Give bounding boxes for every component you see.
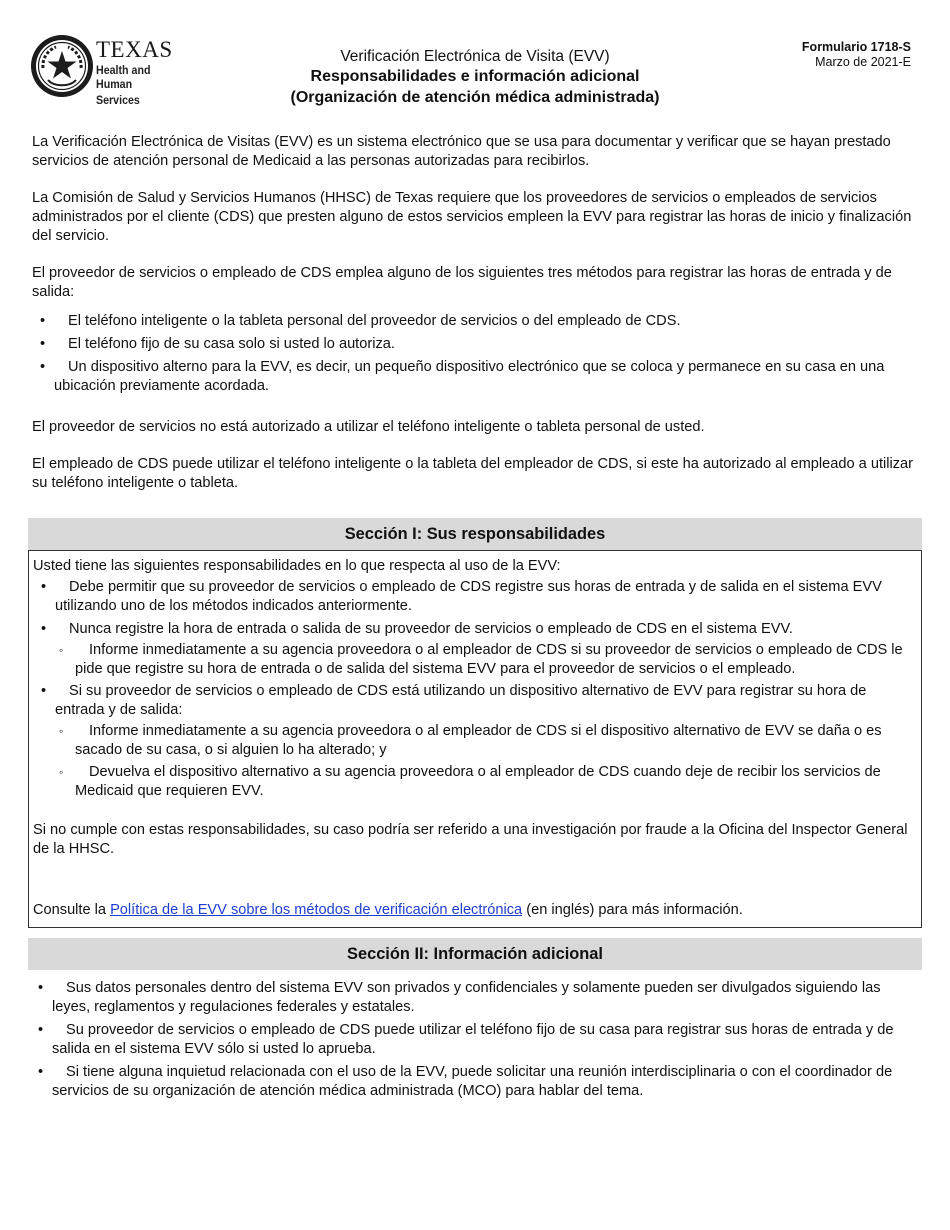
intro-section bbox=[32, 133, 920, 511]
sublist bbox=[33, 641, 918, 679]
list-item: • Si su proveedor de servicios o empleado de CDS está utilizando un dispositivo alternativo de EVV para registrar su hora de entrada y de salida: bbox=[33, 682, 918, 720]
intro-paragraph-3: El proveedor de servicios o empleado de CDS emplea alguno de los siguientes tres métodos para registrar las horas de entrada y de salida: bbox=[32, 265, 892, 300]
intro-paragraph-1: La Verificación Electrónica de Visitas (EVV) es un sistema electrónico que se usa para documentar y verificar que se hayan prestado servicios de atención personal de Medicaid a las personas autorizadas para recibirlos. bbox=[32, 134, 891, 169]
methods-list bbox=[32, 312, 920, 396]
logo-subtitle-line1: Health and Human bbox=[96, 63, 151, 91]
intro-paragraph-2: La Comisión de Salud y Servicios Humanos (HHSC) de Texas requiere que los proveedores de servicios o empleados de servicios administrados por el cliente (CDS) que presten alguno de estos servicios empleen la EVV para registrar las horas de inicio y finalización del servicio. bbox=[32, 190, 912, 244]
sublist-item: ◦ Devuelva el dispositivo alternativo a su agencia proveedora o al empleador de CDS cuando deje de recibir los servicios de Medicaid que requieren EVV. bbox=[33, 763, 918, 801]
responsibilities-list bbox=[33, 578, 918, 639]
responsibilities-list-cont bbox=[33, 682, 918, 720]
list-item: • Su proveedor de servicios o empleado de CDS puede utilizar el teléfono fijo de su casa para registrar sus horas de entrada y de salida en el sistema EVV sólo si usted lo aprueba. bbox=[30, 1021, 922, 1059]
section-1-box bbox=[28, 550, 922, 928]
form-date: Marzo de 2021-E bbox=[815, 55, 911, 69]
section-1-lead: Usted tiene las siguientes responsabilidades en lo que respecta al uso de la EVV: bbox=[33, 558, 561, 574]
logo-title: TEXAS bbox=[96, 37, 173, 62]
list-item: • Debe permitir que su proveedor de servicios o empleado de CDS registre sus horas de entrada y de salida en el sistema EVV utilizando uno de los métodos indicados anteriormente. bbox=[33, 578, 918, 616]
sublist-item: ◦ Informe inmediatamente a su agencia proveedora o al empleador de CDS si el dispositivo alternativo de EVV se daña o es sacado de su casa, o si alguien lo ha alterado; y bbox=[33, 722, 918, 760]
logo-wordmark bbox=[96, 38, 200, 107]
form-number: Formulario 1718-S bbox=[801, 40, 911, 54]
sublist-item: ◦ Informe inmediatamente a su agencia proveedora o al empleador de CDS si su proveedor de servicios o empleado de CDS le pide que registre su hora de entrada o de salida del sistema EVV para el proveedor de servicios o el empleado. bbox=[33, 641, 918, 679]
intro-paragraph-5: El empleado de CDS puede utilizar el teléfono inteligente o la tableta del empleador de CDS, si este ha autorizado al empleado a utilizar su teléfono inteligente o tableta. bbox=[32, 456, 914, 491]
section-1-heading: Sección I: Sus responsabilidades bbox=[28, 518, 922, 550]
list-item: • El teléfono inteligente o la tableta personal del proveedor de servicios o del empleado de CDS. bbox=[32, 312, 920, 331]
texas-hhs-logo bbox=[30, 34, 200, 107]
consult-suffix: (en inglés) para más información. bbox=[526, 902, 743, 918]
sublist bbox=[33, 722, 918, 801]
intro-paragraph-4: El proveedor de servicios no está autorizado a utilizar el teléfono inteligente o tableta personal de usted. bbox=[32, 419, 705, 435]
consult-line bbox=[33, 901, 743, 920]
document-title-line2: Responsabilidades e información adicional bbox=[310, 68, 640, 85]
list-item bbox=[33, 620, 918, 639]
document-title-line3: (Organización de atención médica administrada) bbox=[290, 89, 660, 106]
form-identifier bbox=[802, 40, 911, 70]
list-item: • Si tiene alguna inquietud relacionada con el uso de la EVV, puede solicitar una reunión interdisciplinaria o con el coordinador de servicios de su organización de atención médica administrada (MCO) para hablar del tema. bbox=[30, 1063, 922, 1101]
texas-seal-icon bbox=[30, 34, 94, 98]
section-1-content bbox=[33, 557, 918, 918]
logo-subtitle-line2: Services bbox=[96, 93, 140, 107]
section-2-content bbox=[30, 979, 922, 1119]
consult-prefix: Consulte la bbox=[33, 902, 107, 918]
fraud-warning: Si no cumple con estas responsabilidades, su caso podría ser referido a una investigación por fraude a la Oficina del Inspector General de la HHSC. bbox=[33, 822, 908, 857]
additional-info-list bbox=[30, 979, 922, 1101]
list-item-text: Nunca registre la hora de entrada o salida de su proveedor de servicios o empleado de CDS en el sistema EVV. bbox=[69, 621, 793, 637]
list-item: • Sus datos personales dentro del sistema EVV son privados y confidenciales y solamente pueden ser divulgados siguiendo las leyes, reglamentos y regulaciones federales y estatales. bbox=[30, 979, 922, 1017]
list-item: • El teléfono fijo de su casa solo si usted lo autoriza. bbox=[32, 335, 920, 354]
document-title-line1: Verificación Electrónica de Visita (EVV) bbox=[340, 48, 610, 65]
evv-policy-link[interactable]: Política de la EVV sobre los métodos de verificación electrónica bbox=[110, 902, 523, 918]
document-title-block bbox=[220, 47, 730, 108]
list-item: • Un dispositivo alterno para la EVV, es decir, un pequeño dispositivo electrónico que se coloca y permanece en su casa en una ubicación previamente acordada. bbox=[32, 358, 920, 396]
section-2-heading: Sección II: Información adicional bbox=[28, 938, 922, 970]
